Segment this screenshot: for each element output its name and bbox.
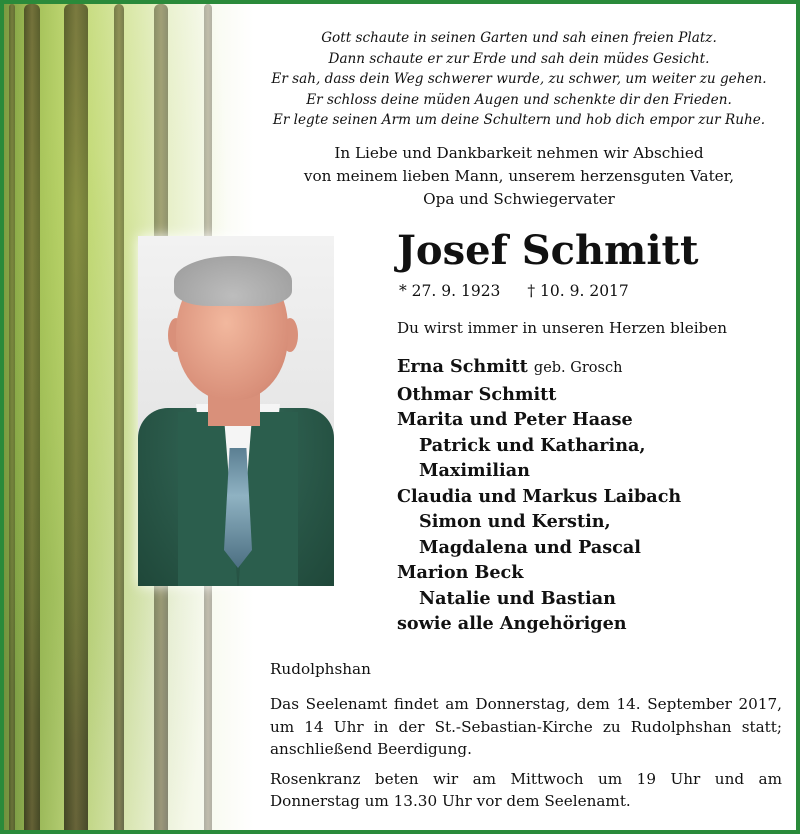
death-date: † 10. 9. 2017 [527,282,629,300]
mourner-entry [397,611,681,637]
mourner-name: Magdalena und Pascal [419,536,641,558]
place-name: Rudolphshan [270,660,371,678]
mourner-entry [397,382,681,408]
info-paragraph: Rosenkranz beten wir am Mittwoch um 19 Uhr und am Donnerstag um 13.30 Uhr vor dem Seelenamt. [270,769,782,810]
mourner-entry [397,407,681,433]
mourner-name: Marion Beck [397,562,524,583]
poem-line: Er legte seinen Arm um deine Schultern und hob dich empor zur Ruhe. [272,112,766,128]
mourner-entry [397,509,681,535]
mourner-name: Claudia und Markus Laibach [397,485,682,507]
deceased-name: Josef Schmitt [397,227,699,274]
mourner-name: Othmar Schmitt [397,383,557,405]
portrait-photo [138,236,334,586]
mourner-name: Natalie und Bastian [419,587,616,609]
intro-line: Opa und Schwiegervater [423,190,615,208]
intro-text [254,142,784,211]
birth-date: * 27. 9. 1923 [399,282,501,300]
poem-line: Er sah, dass dein Weg schwerer wurde, zu schwer, um weiter zu gehen. [271,71,767,87]
mourner-name: Maximilian [419,460,530,481]
poem-line: Er schloss deine müden Augen und schenkte dir den Frieden. [306,91,732,108]
mourner-entry [397,458,681,484]
mourner-entry [397,535,681,561]
mourner-entry [397,354,681,382]
poem-line: Dann schaute er zur Erde und sah dein müdes Gesicht. [328,50,710,67]
mourner-name: sowie alle Angehörigen [397,613,627,634]
info-paragraph: Das Seelenamt findet am Donnerstag, dem 14. September 2017, um 14 Uhr in der St.-Sebastian-Kirche zu Rudolphshan statt; anschließend Beerdigung. [270,695,782,758]
mourner-name: Patrick und Katharina, [419,434,646,456]
motto: Du wirst immer in unseren Herzen bleiben [397,319,728,337]
intro-line: von meinem lieben Mann, unserem herzensguten Vater, [303,167,735,185]
mourner-entry [397,433,681,459]
mourners-list [397,354,681,637]
poem [254,28,784,131]
mourner-name: Simon und Kerstin, [419,511,611,532]
service-info [270,693,782,820]
life-dates [399,280,629,302]
maiden-name-note: geb. Grosch [533,360,623,376]
intro-line: In Liebe und Dankbarkeit nehmen wir Abschied [334,144,704,162]
poem-line: Gott schaute in seinen Garten und sah einen freien Platz. [321,30,717,46]
mourner-entry [397,586,681,612]
mourner-name: Erna Schmitt [397,356,528,377]
mourner-name: Marita und Peter Haase [397,409,633,430]
mourner-entry [397,484,681,510]
mourner-entry [397,560,681,586]
